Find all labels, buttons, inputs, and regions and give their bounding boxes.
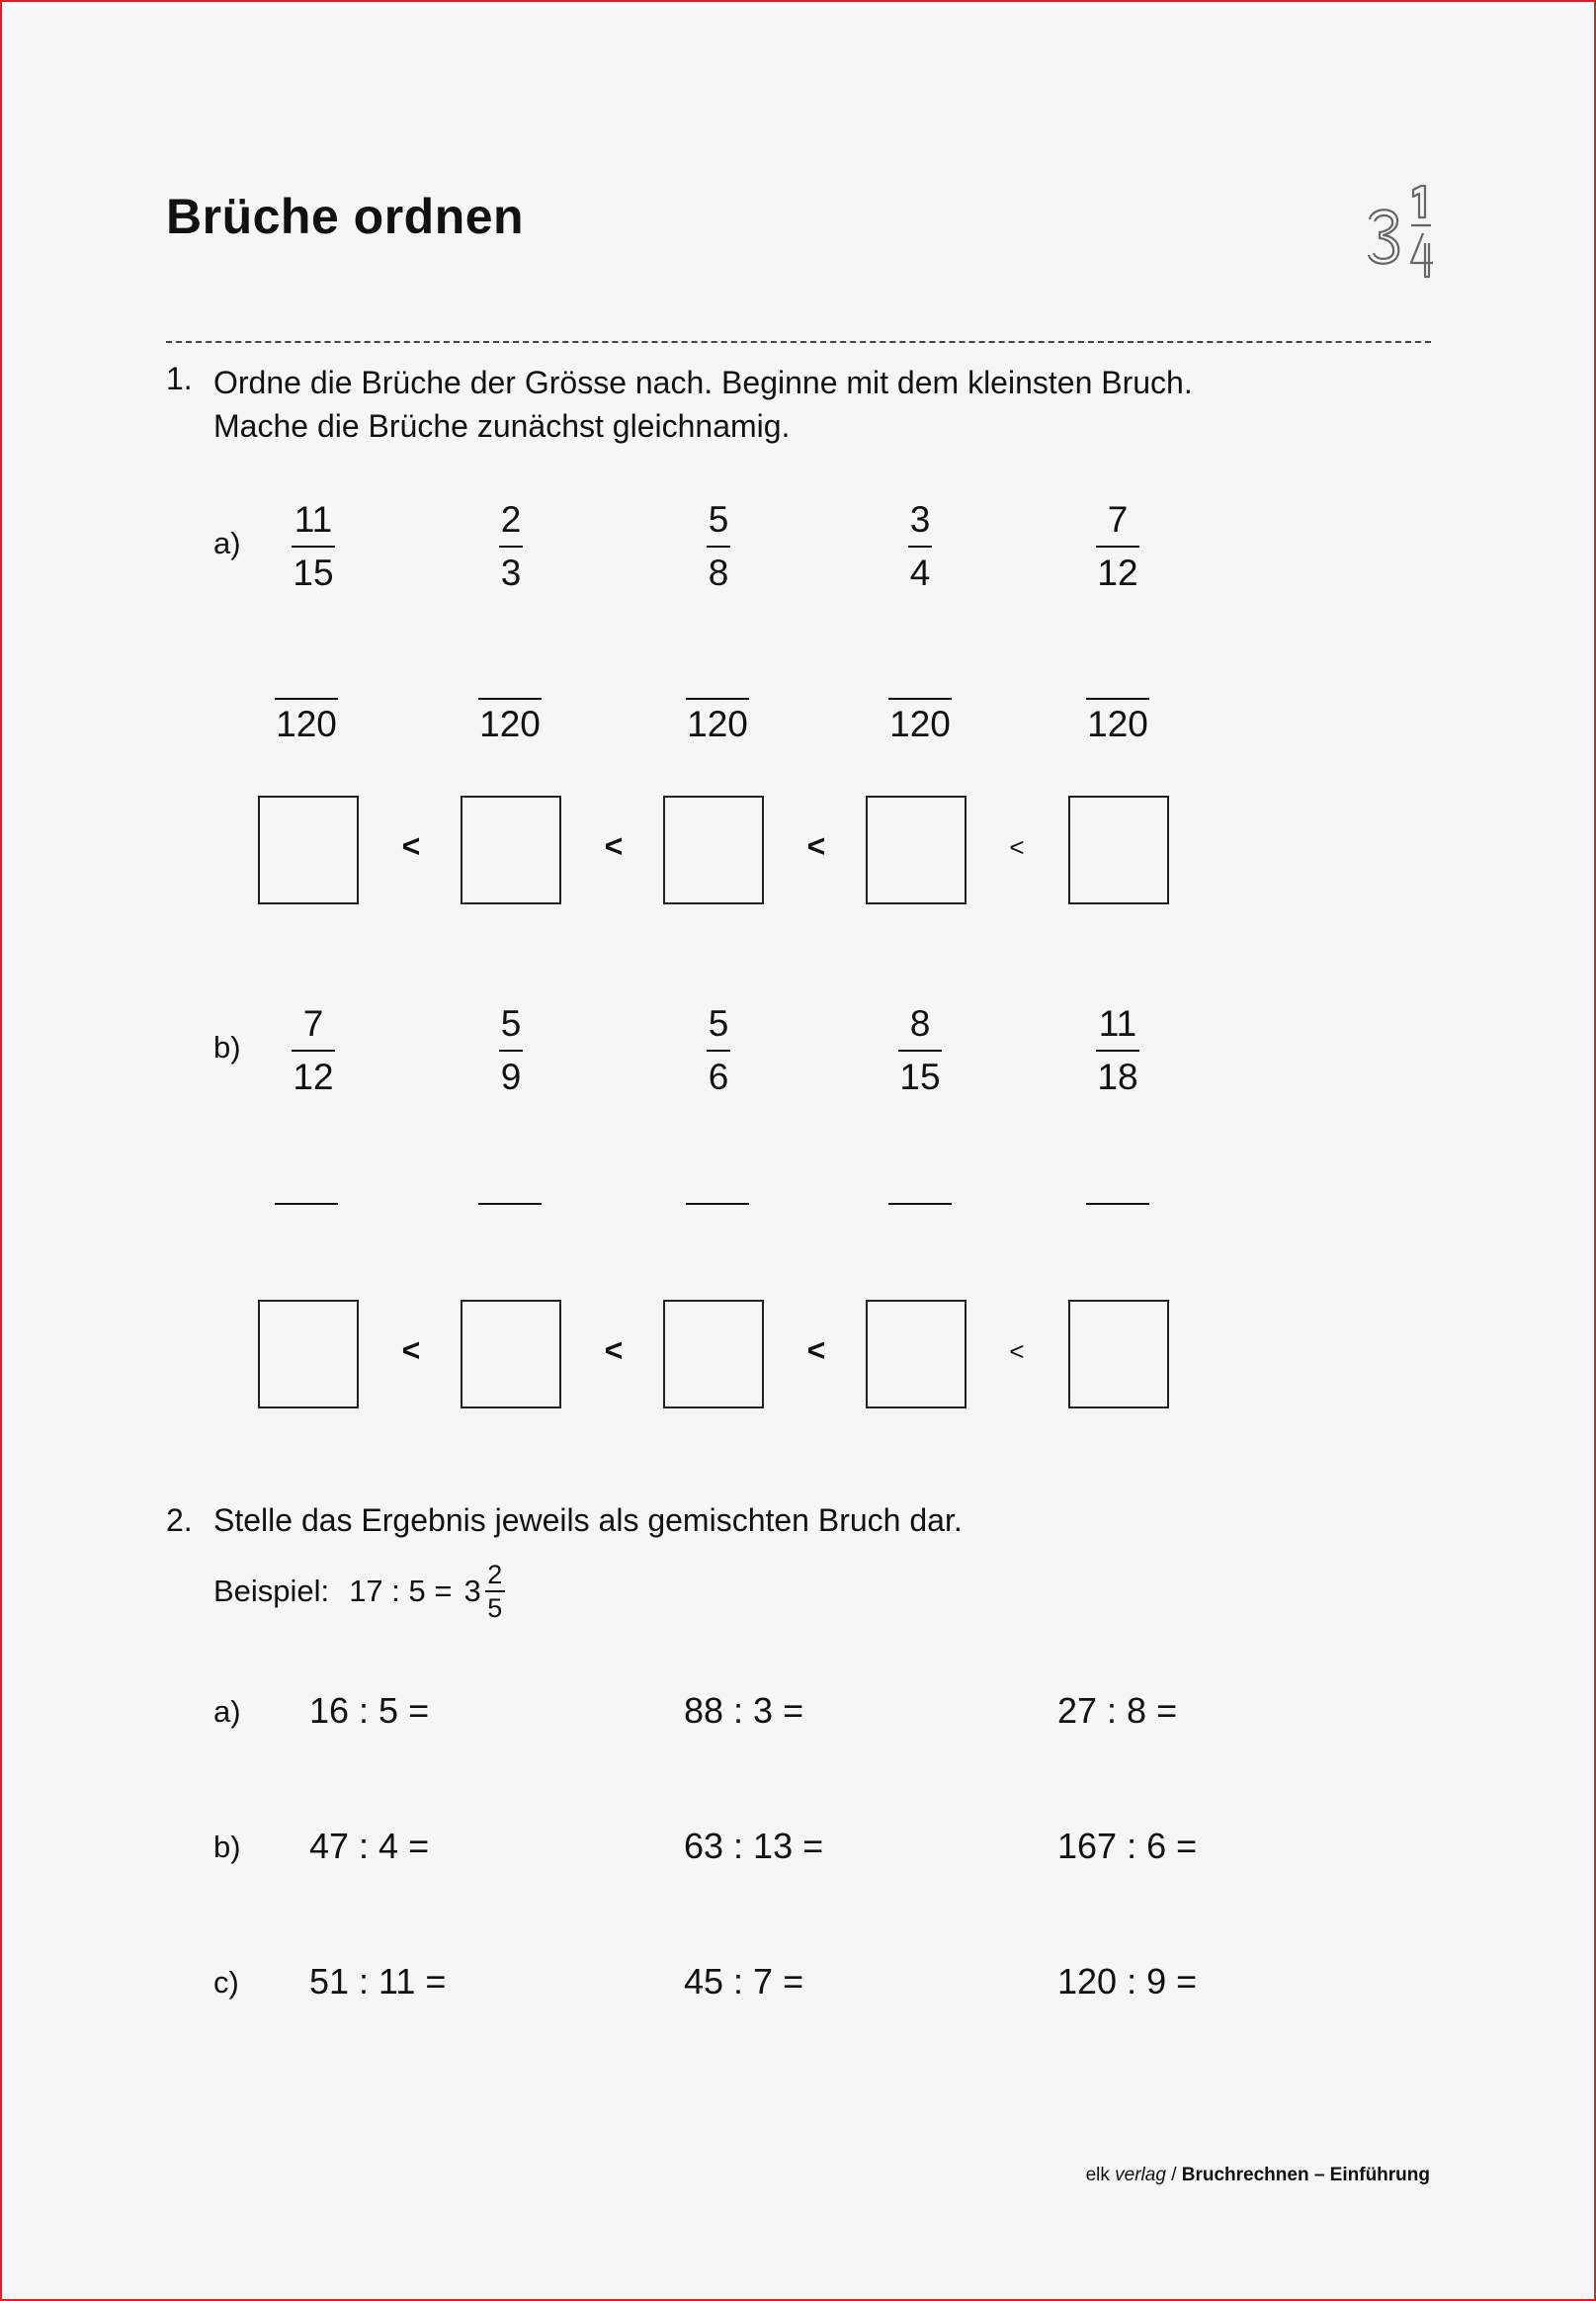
denominator: 12 xyxy=(1097,553,1138,593)
denominator: 18 xyxy=(1097,1057,1138,1097)
task-row-b-label: b) xyxy=(213,1830,241,1864)
fraction-bar xyxy=(707,1050,730,1052)
page-title: Brüche ordnen xyxy=(166,189,525,244)
example-label: Beispiel: xyxy=(213,1574,330,1608)
task-c-3: 120 : 9 = xyxy=(1057,1961,1198,2002)
fraction-bar xyxy=(499,1050,523,1052)
fraction-b-5 xyxy=(1073,1002,1162,1099)
fraction-bar xyxy=(707,546,730,548)
footer-separator: / xyxy=(1171,2165,1177,2185)
footer-credit xyxy=(1086,2165,1430,2186)
answer-box-a-4[interactable] xyxy=(866,796,966,904)
less-than-sign: < xyxy=(604,1332,624,1368)
less-than-sign: < xyxy=(1009,832,1025,862)
fraction-a-3 xyxy=(674,498,763,595)
less-than-sign: < xyxy=(401,828,421,864)
common-denominator-value: 120 xyxy=(479,704,541,744)
task-row-c-label: c) xyxy=(213,1965,239,2000)
common-denominator-a-2[interactable] xyxy=(465,698,554,745)
fraction-a-4 xyxy=(876,498,965,595)
numerator-blank[interactable] xyxy=(686,698,749,700)
question-2-text: Stelle das Ergebnis jeweils als gemischten Bruch dar. xyxy=(213,1502,963,1538)
fraction-bar xyxy=(499,546,523,548)
blank-fraction-line-b-2[interactable] xyxy=(478,1203,542,1205)
part-b-label: b) xyxy=(213,1030,241,1065)
denominator: 8 xyxy=(708,553,729,593)
fraction-b-1 xyxy=(269,1002,358,1099)
example xyxy=(213,1560,505,1623)
denominator: 12 xyxy=(293,1057,334,1097)
numerator-blank[interactable] xyxy=(275,698,338,700)
blank-fraction-line-b-1[interactable] xyxy=(275,1203,338,1205)
answer-box-a-5[interactable] xyxy=(1068,796,1169,904)
answer-box-b-1[interactable] xyxy=(258,1300,359,1408)
answer-box-b-2[interactable] xyxy=(461,1300,561,1408)
fraction-bar xyxy=(898,1050,942,1052)
answer-box-b-3[interactable] xyxy=(663,1300,764,1408)
footer-book-title: Bruchrechnen – Einführung xyxy=(1181,2165,1430,2185)
numerator: 5 xyxy=(500,1003,522,1044)
fraction-bar xyxy=(292,1050,335,1052)
common-denominator-value: 120 xyxy=(889,704,951,744)
fraction-a-2 xyxy=(466,498,555,595)
less-than-sign: < xyxy=(401,1332,421,1368)
common-denominator-a-1[interactable] xyxy=(262,698,351,745)
denominator: 15 xyxy=(899,1057,941,1097)
task-c-2: 45 : 7 = xyxy=(684,1961,804,2002)
task-a-3: 27 : 8 = xyxy=(1057,1690,1178,1731)
example-fraction xyxy=(485,1560,505,1623)
task-b-2: 63 : 13 = xyxy=(684,1826,824,1866)
denominator: 9 xyxy=(500,1057,522,1097)
less-than-sign: < xyxy=(806,1332,826,1368)
numerator-blank[interactable] xyxy=(478,698,542,700)
mixed-fraction-logo-icon xyxy=(1364,184,1435,293)
task-a-2: 88 : 3 = xyxy=(684,1690,804,1731)
blank-fraction-line-b-3[interactable] xyxy=(686,1203,749,1205)
numerator: 11 xyxy=(294,499,333,540)
numerator: 11 xyxy=(1098,1003,1137,1044)
common-denominator-a-4[interactable] xyxy=(876,698,965,745)
common-denominator-a-3[interactable] xyxy=(673,698,762,745)
task-a-1: 16 : 5 = xyxy=(309,1690,430,1731)
denominator: 15 xyxy=(293,553,334,593)
less-than-sign: < xyxy=(604,828,624,864)
question-1-number: 1. xyxy=(166,361,193,396)
task-b-1: 47 : 4 = xyxy=(309,1826,430,1866)
fraction-b-2 xyxy=(466,1002,555,1099)
numerator: 7 xyxy=(302,1003,324,1044)
fraction-bar xyxy=(485,1590,505,1592)
less-than-sign: < xyxy=(806,828,826,864)
fraction-bar xyxy=(292,546,335,548)
common-denominator-a-5[interactable] xyxy=(1073,698,1162,745)
question-2-number: 2. xyxy=(166,1502,193,1538)
common-denominator-value: 120 xyxy=(687,704,748,744)
numerator: 7 xyxy=(1107,499,1129,540)
example-numerator: 2 xyxy=(487,1560,503,1589)
numerator: 2 xyxy=(500,499,522,540)
answer-box-b-5[interactable] xyxy=(1068,1300,1169,1408)
example-denominator: 5 xyxy=(487,1593,503,1623)
task-b-3: 167 : 6 = xyxy=(1057,1826,1198,1866)
denominator: 4 xyxy=(909,553,931,593)
denominator: 3 xyxy=(500,553,522,593)
numerator-blank[interactable] xyxy=(888,698,952,700)
fraction-bar xyxy=(1096,546,1139,548)
less-than-sign: < xyxy=(1009,1336,1025,1366)
example-whole: 3 xyxy=(463,1574,481,1608)
numerator: 5 xyxy=(708,1003,729,1044)
part-a-label: a) xyxy=(213,526,241,560)
numerator: 5 xyxy=(708,499,729,540)
task-c-1: 51 : 11 = xyxy=(309,1961,447,2002)
answer-box-a-1[interactable] xyxy=(258,796,359,904)
common-denominator-value: 120 xyxy=(1087,704,1148,744)
footer-publisher-word: verlag xyxy=(1115,2165,1166,2185)
separator-line xyxy=(166,341,1431,343)
task-row-a-label: a) xyxy=(213,1694,241,1729)
blank-fraction-line-b-4[interactable] xyxy=(888,1203,952,1205)
numerator: 8 xyxy=(909,1003,931,1044)
fraction-bar xyxy=(1096,1050,1139,1052)
fraction-bar xyxy=(908,546,932,548)
answer-box-a-3[interactable] xyxy=(663,796,764,904)
example-expression: 17 : 5 = xyxy=(349,1574,453,1608)
question-1-line-1: Ordne die Brüche der Grösse nach. Beginne mit dem kleinsten Bruch. xyxy=(213,365,1193,400)
answer-box-a-2[interactable] xyxy=(461,796,561,904)
denominator: 6 xyxy=(708,1057,729,1097)
numerator: 3 xyxy=(909,499,931,540)
fraction-b-4 xyxy=(876,1002,965,1099)
fraction-b-3 xyxy=(674,1002,763,1099)
footer-publisher: elk xyxy=(1085,2165,1110,2185)
fraction-a-5 xyxy=(1073,498,1162,595)
numerator-blank[interactable] xyxy=(1086,698,1149,700)
common-denominator-value: 120 xyxy=(276,704,337,744)
question-1-line-2: Mache die Brüche zunächst gleichnamig. xyxy=(213,408,791,444)
fraction-a-1 xyxy=(269,498,358,595)
answer-box-b-4[interactable] xyxy=(866,1300,966,1408)
blank-fraction-line-b-5[interactable] xyxy=(1086,1203,1149,1205)
